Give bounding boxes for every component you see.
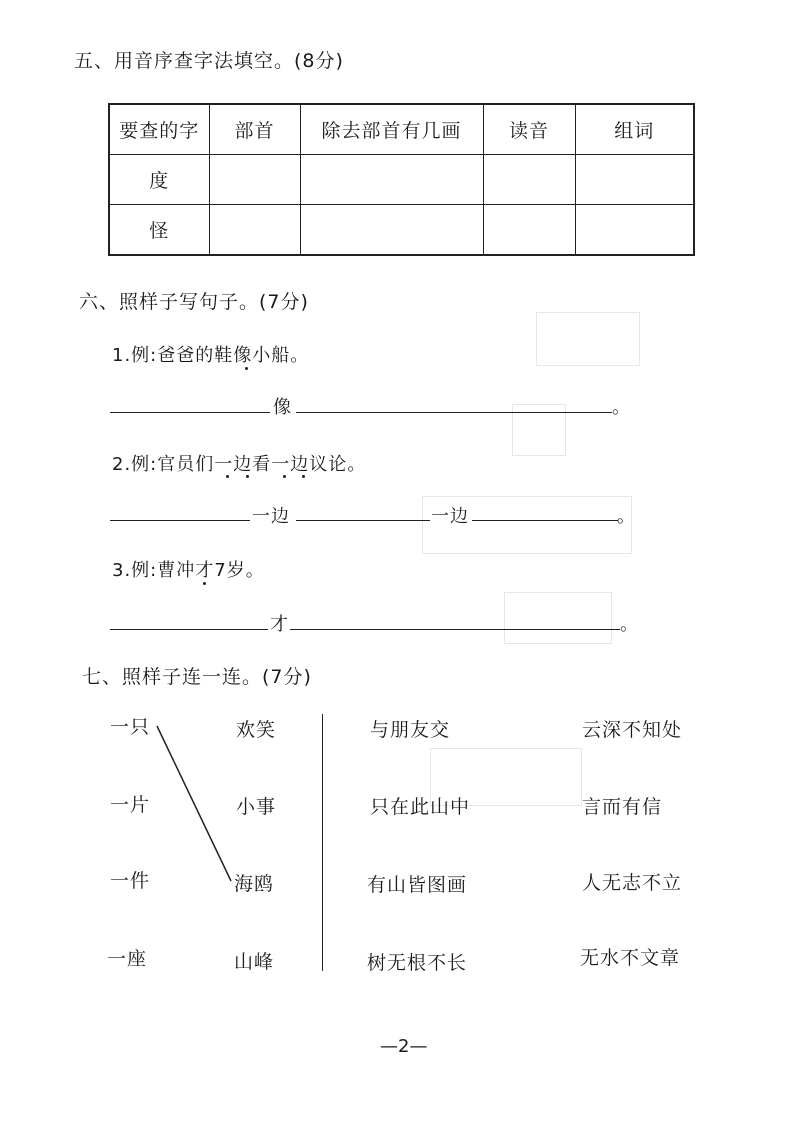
measure-word[interactable]: 一片	[110, 794, 151, 816]
connector-yibian-1: 一边	[252, 506, 290, 527]
period: 。	[617, 506, 636, 527]
noun-word[interactable]: 小事	[236, 796, 277, 818]
connector-cai: 才	[270, 614, 289, 635]
header-words: 组词	[575, 104, 694, 155]
header-radical: 部首	[209, 104, 300, 155]
example-1-text: 1.例:爸爸的鞋像小船。	[112, 345, 310, 366]
header-pronunciation: 读音	[483, 104, 575, 155]
measure-word[interactable]: 一件	[110, 870, 151, 892]
section-5-title: 五、用音序查字法填空。(8分)	[74, 50, 344, 72]
connector-xiang: 像	[273, 397, 292, 418]
idiom-right[interactable]: 无水不文章	[580, 947, 681, 969]
column-divider	[322, 714, 323, 971]
connector-yibian-2: 一边	[431, 506, 469, 527]
example-3-text: 3.例:曹冲才7岁。	[112, 560, 265, 581]
idiom-left[interactable]: 有山皆图画	[367, 874, 468, 896]
idiom-right[interactable]: 云深不知处	[582, 719, 683, 741]
idiom-left[interactable]: 与朋友交	[370, 719, 451, 741]
noun-word[interactable]: 欢笑	[236, 719, 277, 741]
example-2-text: 2.例:官员们一边看一边议论。	[112, 454, 367, 475]
measure-word[interactable]: 一只	[110, 716, 151, 738]
header-char: 要查的字	[109, 104, 209, 155]
period: 。	[612, 397, 631, 418]
page-number: —2—	[380, 1036, 428, 1057]
row-char: 怪	[109, 205, 209, 256]
section-6-title: 六、照样子写句子。(7分)	[79, 291, 309, 313]
idiom-right[interactable]: 言而有信	[582, 796, 663, 818]
period: 。	[620, 614, 639, 635]
header-strokes: 除去部首有几画	[300, 104, 483, 155]
measure-word[interactable]: 一座	[107, 948, 148, 970]
idiom-right[interactable]: 人无志不立	[582, 872, 683, 894]
idiom-left[interactable]: 树无根不长	[367, 952, 468, 974]
row-char: 度	[109, 155, 209, 205]
idiom-left[interactable]: 只在此山中	[370, 796, 471, 818]
noun-word[interactable]: 山峰	[234, 951, 275, 973]
section-7-title: 七、照样子连一连。(7分)	[82, 666, 312, 688]
noun-word[interactable]: 海鸥	[234, 873, 275, 895]
